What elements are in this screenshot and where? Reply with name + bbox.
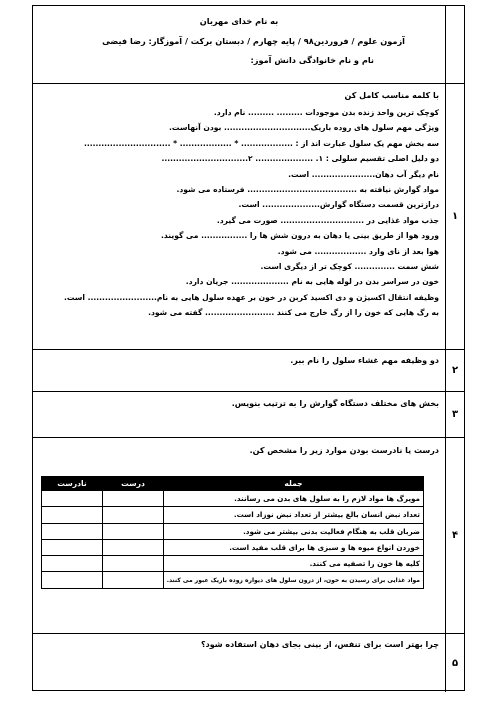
- question-3: [33, 392, 464, 438]
- false-answer-cell[interactable]: [42, 539, 103, 555]
- student-name-label: نام و نام خانوادگی دانش آموز:: [250, 55, 374, 65]
- question-number: ۲: [445, 350, 464, 391]
- question-title: با کلمه مناسب کامل کن: [344, 91, 439, 100]
- true-answer-cell[interactable]: [103, 507, 164, 523]
- table-row: [42, 556, 424, 572]
- false-answer-cell[interactable]: [42, 572, 103, 588]
- fill-blank-item: به رگ هایی که خون را از رگ خارج می کنند ........................ گفته می شود.: [148, 308, 439, 318]
- exam-basmala: به نام خدای مهربان: [199, 16, 279, 26]
- question-number: ۴: [445, 438, 464, 633]
- statement-cell: کلیه ها خون را تصفیه می کنند.: [164, 556, 424, 572]
- table-row: [42, 507, 424, 523]
- question-2: [33, 350, 464, 392]
- fill-blank-item: درازترین قسمت دستگاه گوارش.................... است.: [238, 200, 439, 210]
- true-answer-cell[interactable]: [103, 572, 164, 588]
- question-number: ۱: [445, 84, 464, 349]
- question-4: [33, 438, 464, 634]
- statement-cell: تعداد نبض انسان بالغ بیشتر از تعداد نبض نوزاد است.: [164, 507, 424, 523]
- fill-blank-item: سه بخش مهم یک سلول عبارت اند از : .................. * .................. * ..............................: [83, 138, 439, 148]
- fill-blank-item: ورود هوا از طریق بینی یا دهان به درون شش ها را ................ می گویند.: [161, 231, 439, 241]
- true-false-table: [41, 476, 424, 589]
- question-1: [33, 84, 464, 350]
- fill-blank-item: ویژگی مهم سلول های روده باریک.............................. بودن آنهاست.: [169, 123, 439, 133]
- fill-blank-item: وظیفه انتقال اکسیژن و دی اکسید کربن در خون بر عهده سلول هایی به نام........................ است.: [64, 292, 439, 302]
- fill-blank-item: جذب مواد غذایی در ............................. صورت می گیرد.: [216, 215, 439, 225]
- false-answer-cell[interactable]: [42, 523, 103, 539]
- true-answer-cell[interactable]: [103, 539, 164, 555]
- column-header-true: درست: [103, 477, 164, 491]
- fill-blank-item: شش سمت .............. کوچک تر از دیگری است.: [260, 261, 439, 271]
- question-number: ۵: [445, 634, 464, 692]
- exam-header: [33, 6, 464, 84]
- exam-sheet: [32, 5, 465, 691]
- fill-blank-item: خون در سراسر بدن در لوله هایی به نام .................... جریان دارد.: [185, 277, 439, 287]
- statement-cell: ضربان قلب به هنگام فعالیت بدنی بیشتر می شود.: [164, 523, 424, 539]
- fill-blank-item: مواد گوارش نیافته به ...................................... فرستاده می شود.: [176, 184, 439, 194]
- header-number-cell: [445, 6, 464, 83]
- table-row: [42, 572, 424, 588]
- true-answer-cell[interactable]: [103, 523, 164, 539]
- false-answer-cell[interactable]: [42, 556, 103, 572]
- fill-blank-item: کوچک ترین واحد زنده بدن موجودات ......... ......... نام دارد.: [213, 108, 439, 117]
- statement-cell: خوردن انواع میوه ها و سبزی ها برای قلب مفید است.: [164, 539, 424, 555]
- false-answer-cell[interactable]: [42, 491, 103, 507]
- question-text: بخش های مختلف دستگاه گوارش را به ترتیب بنویس.: [231, 399, 439, 408]
- question-number: ۳: [445, 392, 464, 437]
- false-answer-cell[interactable]: [42, 507, 103, 523]
- table-row: [42, 491, 424, 507]
- fill-blank-item: نام دیگر آب دهان...................... است.: [288, 169, 439, 179]
- fill-blank-item: دو دلیل اصلی تقسیم سلولی : ۱. .................... ۲..............................: [161, 154, 439, 164]
- column-header-false: نادرست: [42, 477, 103, 491]
- exam-info-line: آزمون علوم / فروردین۹۸ / پایه چهارم / دبستان برکت / آموزگار: رضا فیضی: [102, 36, 405, 46]
- table-row: [42, 539, 424, 555]
- question-text: دو وظیفه مهم غشاء سلول را نام ببر.: [290, 356, 439, 365]
- statement-cell: مواد غذایی برای رسیدن به خون، از درون سلول های دیواره روده باریک عبور می کنند.: [164, 572, 424, 588]
- table-row: [42, 523, 424, 539]
- question-text: چرا بهتر است برای تنفس، از بینی بجای دهان استفاده شود؟: [200, 640, 439, 649]
- fill-blank-item: هوا بعد از نای وارد .................. می شود.: [277, 246, 439, 256]
- true-answer-cell[interactable]: [103, 556, 164, 572]
- question-5: [33, 634, 464, 692]
- question-text: درست یا نادرست بودن موارد زیر را مشخص کن.: [249, 446, 439, 455]
- statement-cell: مویرگ ها مواد لازم را به سلول های بدن می رسانند.: [164, 491, 424, 507]
- fill-blank-list: [37, 105, 439, 320]
- column-header-sentence: جمله: [164, 477, 424, 491]
- true-answer-cell[interactable]: [103, 491, 164, 507]
